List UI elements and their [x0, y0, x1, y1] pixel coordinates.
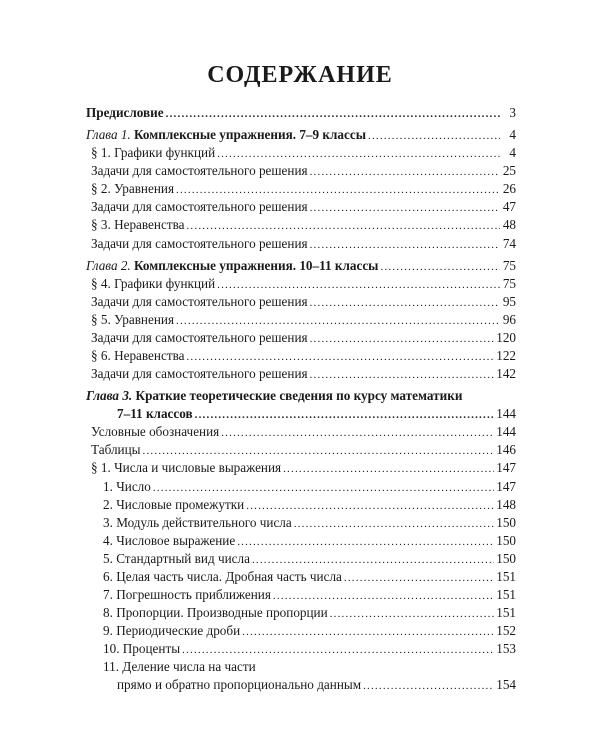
leader-dots — [195, 407, 495, 423]
chapter-title: Краткие теоретические сведения по курсу математики — [135, 388, 463, 404]
toc-entry-chapter-3-title[interactable] — [86, 388, 516, 404]
toc-page-number: 144 — [496, 424, 516, 440]
toc-entry-chapter-1[interactable] — [86, 127, 516, 143]
toc-entry-label: 7. Погрешность приближения — [103, 587, 271, 603]
toc-entry-label: Задачи для самостоятельного решения — [91, 329, 308, 345]
toc-page-number: 75 — [502, 257, 516, 273]
leader-dots — [166, 106, 500, 122]
toc-page-number: 151 — [496, 568, 516, 584]
leader-dots — [252, 552, 494, 568]
leader-dots — [242, 624, 494, 640]
chapter-prefix: Глава 1. — [86, 127, 131, 142]
toc-entry[interactable] — [86, 366, 516, 382]
leader-dots — [330, 606, 495, 622]
toc-entry-label: 5. Стандартный вид числа — [103, 550, 250, 566]
toc-page-number: 150 — [496, 514, 516, 530]
leader-dots — [246, 498, 494, 514]
toc-page-number: 152 — [496, 623, 516, 639]
leader-dots — [143, 443, 495, 459]
toc-entry-label: 2. Числовые промежутки — [103, 496, 245, 512]
leader-dots — [186, 349, 494, 365]
toc-page-number: 142 — [496, 366, 516, 382]
toc-entry[interactable] — [86, 442, 516, 458]
leader-dots — [368, 128, 500, 144]
leader-dots — [273, 588, 494, 604]
toc-page-number: 96 — [502, 311, 516, 327]
toc-page-number: 3 — [509, 105, 516, 120]
toc-entry-label — [86, 127, 368, 143]
leader-dots — [176, 313, 500, 329]
toc-entry-label: Задачи для самостоятельного решения — [91, 366, 308, 382]
page-title: СОДЕРЖАНИЕ — [207, 62, 393, 88]
toc-entry-label: Задачи для самостоятельного решения — [91, 163, 308, 179]
leader-dots — [310, 331, 495, 347]
leader-dots — [221, 425, 494, 441]
leader-dots — [182, 642, 494, 658]
toc-page-number: 146 — [496, 442, 516, 458]
toc-subentry[interactable] — [86, 515, 516, 531]
leader-dots — [310, 367, 495, 383]
toc-entry-chapter-3[interactable] — [86, 406, 516, 422]
leader-dots — [237, 534, 494, 550]
chapter-title-continuation: 7–11 классов — [117, 406, 193, 422]
toc-page-number: 75 — [502, 275, 516, 291]
toc-entry-preface[interactable] — [86, 105, 516, 121]
toc-page-number: 147 — [496, 460, 516, 476]
toc-subentry[interactable] — [86, 497, 516, 513]
toc-subentry[interactable] — [86, 605, 516, 621]
toc-entry[interactable] — [86, 330, 516, 346]
chapter-title: Комплексные упражнения. 10–11 классы — [134, 257, 379, 273]
toc-entry-label: Задачи для самостоятельного решения — [91, 293, 308, 309]
toc-subentry[interactable] — [86, 569, 516, 585]
leader-dots — [294, 516, 494, 532]
toc-entry[interactable] — [86, 294, 516, 310]
toc-page-number: 148 — [496, 496, 516, 512]
toc-entry[interactable] — [86, 236, 516, 252]
leader-dots — [217, 277, 500, 293]
toc-entry-label: § 6. Неравенства — [91, 348, 185, 364]
chapter-prefix: Глава 3. — [86, 388, 133, 404]
toc-page-number: 147 — [496, 478, 516, 494]
toc-subentry[interactable] — [86, 533, 516, 549]
leader-dots — [310, 237, 500, 253]
toc-entry[interactable] — [86, 424, 516, 440]
toc-subentry-title[interactable]: 11. Деление числа на части — [103, 659, 256, 675]
toc-entry-label: 3. Модуль действительного числа — [103, 514, 292, 530]
toc-entry-label: § 5. Уравнения — [91, 311, 175, 327]
toc-page-number: 4 — [509, 145, 516, 161]
toc-page-number: 151 — [496, 605, 516, 621]
toc-entry-label: Условные обозначения — [91, 424, 220, 440]
toc-entry[interactable] — [86, 181, 516, 197]
toc-page-number: 150 — [496, 532, 516, 548]
toc-page-number: 95 — [502, 293, 516, 309]
toc-entry[interactable] — [86, 276, 516, 292]
table-of-contents — [86, 105, 516, 696]
toc-entry[interactable] — [86, 312, 516, 328]
toc-entry-label: § 3. Неравенства — [91, 217, 185, 233]
toc-page-number: 120 — [496, 329, 516, 345]
toc-entry-label: § 2. Уравнения — [91, 181, 175, 197]
toc-page-number: 153 — [496, 641, 516, 657]
leader-dots — [363, 678, 494, 694]
leader-dots — [153, 480, 494, 496]
toc-subentry[interactable] — [86, 641, 516, 657]
toc-entry-label: 10. Проценты — [103, 641, 181, 657]
leader-dots — [310, 200, 500, 216]
leader-dots — [283, 461, 494, 477]
toc-subentry[interactable] — [86, 587, 516, 603]
toc-page-number: 74 — [502, 235, 516, 251]
toc-entry[interactable] — [86, 199, 516, 215]
toc-page-number: 154 — [496, 677, 516, 693]
toc-entry[interactable] — [86, 348, 516, 364]
toc-entry-label: § 1. Графики функций — [91, 145, 216, 161]
toc-entry-label — [86, 258, 380, 274]
leader-dots — [186, 218, 500, 234]
toc-entry[interactable] — [86, 145, 516, 161]
toc-entry-label: 9. Периодические дроби — [103, 623, 241, 639]
leader-dots — [344, 570, 494, 586]
toc-page-number: 151 — [496, 587, 516, 603]
toc-page-number: 144 — [496, 406, 516, 422]
toc-entry-label: 8. Пропорции. Производные пропорции — [103, 605, 328, 621]
toc-page-number: 47 — [502, 199, 516, 215]
toc-entry-label: 4. Числовое выражение — [103, 532, 236, 548]
toc-page-number: 4 — [509, 127, 516, 142]
toc-entry-label: 1. Число — [103, 478, 151, 494]
toc-entry-label: Предисловие — [86, 105, 164, 120]
leader-dots — [217, 146, 500, 162]
toc-entry[interactable] — [86, 460, 516, 476]
toc-entry[interactable] — [86, 217, 516, 233]
toc-entry-label: Таблицы — [91, 442, 141, 458]
toc-entry-label: § 4. Графики функций — [91, 275, 216, 291]
toc-subentry[interactable] — [86, 551, 516, 567]
toc-entry-label: § 1. Числа и числовые выражения — [91, 460, 282, 476]
leader-dots — [176, 182, 500, 198]
leader-dots — [310, 164, 500, 180]
toc-entry[interactable] — [86, 163, 516, 179]
toc-entry-label: 6. Целая часть числа. Дробная часть числа — [103, 568, 342, 584]
toc-page-number: 150 — [496, 550, 516, 566]
leader-dots — [380, 259, 500, 275]
leader-dots — [310, 295, 500, 311]
toc-entry-label: Задачи для самостоятельного решения — [91, 235, 308, 251]
toc-page-number: 48 — [502, 217, 516, 233]
toc-page-number: 25 — [502, 163, 516, 179]
toc-page-number: 122 — [496, 348, 516, 364]
toc-page-number: 26 — [502, 181, 516, 197]
chapter-prefix: Глава 2. — [86, 257, 131, 273]
chapter-title: Комплексные упражнения. 7–9 классы — [134, 127, 367, 142]
toc-subentry[interactable] — [86, 677, 516, 693]
toc-entry-chapter-2[interactable] — [86, 258, 516, 274]
toc-entry-label: прямо и обратно пропорционально данным — [117, 677, 362, 693]
toc-subentry[interactable] — [86, 479, 516, 495]
toc-subentry[interactable] — [86, 623, 516, 639]
toc-entry-label: Задачи для самостоятельного решения — [91, 199, 308, 215]
